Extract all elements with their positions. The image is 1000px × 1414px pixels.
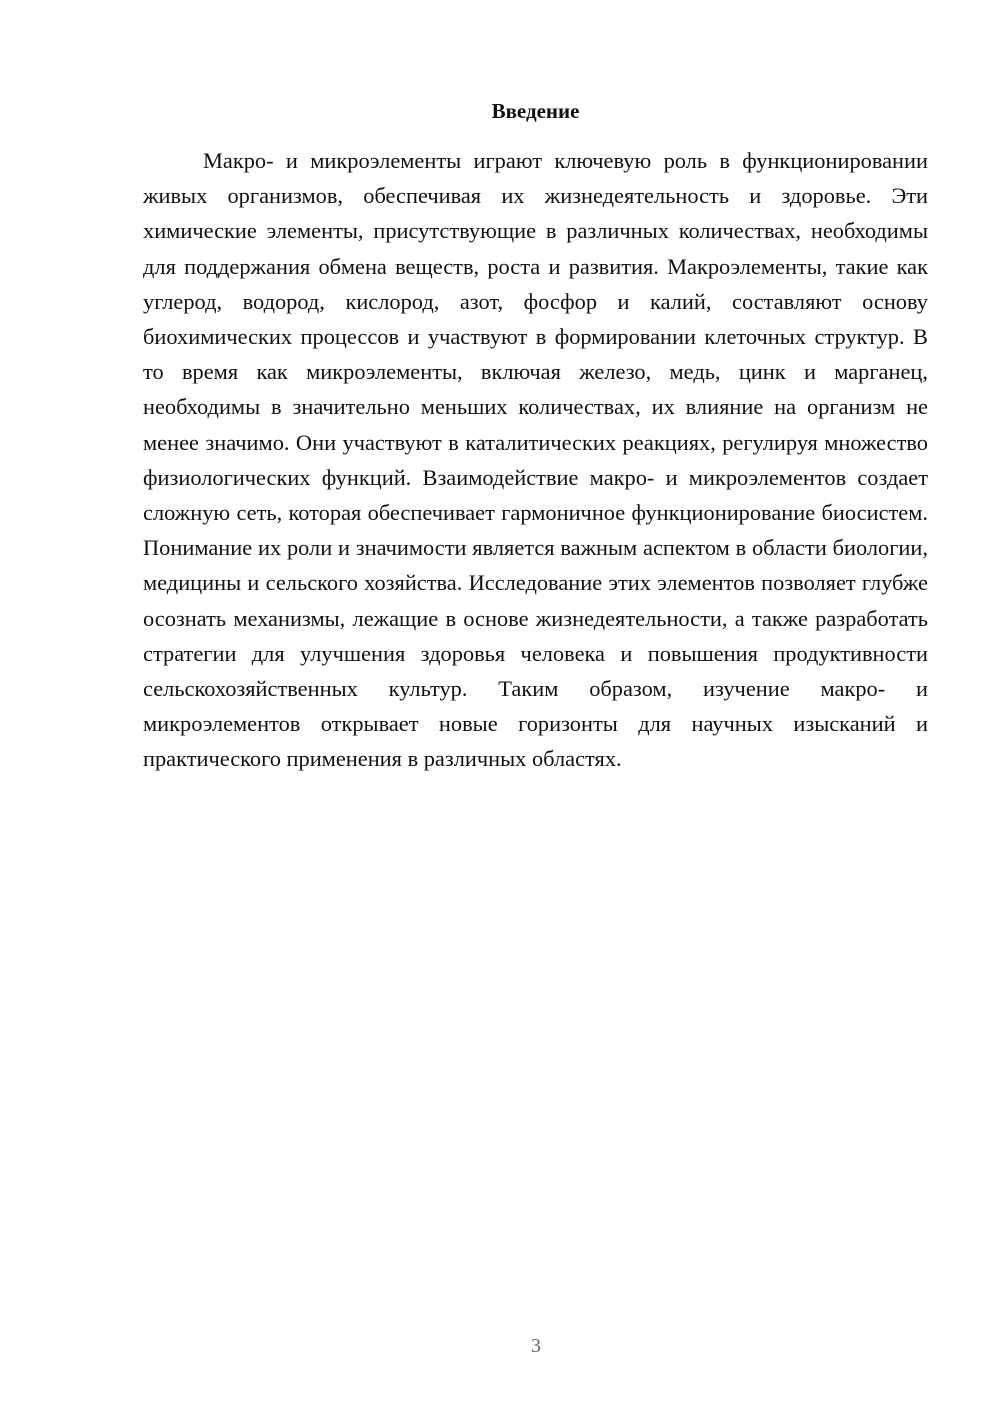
intro-paragraph: Макро- и микроэлементы играют ключевую роль в функционировании живых организмов, обеспечивая их жизнедеятельность и здоровье. Эти химические элементы, присутствующие в различных количествах, необходимы для поддержания обмена веществ, роста и развития. Макроэлементы, такие как углерод, водород, кислород, азот, фосфор и калий, составляют основу биохимических процессов и участвуют в формировании клеточных структур. В то время как микроэлементы, включая железо, медь, цинк и марганец, необходимы в значительно меньших количествах, их влияние на организм не менее значимо. Они участвуют в каталитических реакциях, регулируя множество физиологических функций. Взаимодействие макро- и микроэлементов создает сложную сеть, которая обеспечивает гармоничное функционирование биосистем. Понимание их роли и значимости является важным аспектом в области биологии, медицины и сельского хозяйства. Исследование этих элементов позволяет глубже осознать механизмы, лежащие в основе жизнедеятельности, а также разработать стратегии для улучшения здоровья человека и повышения продуктивности сельскохозяйственных культур. Таким образом, изучение макро- и микроэлементов открывает новые горизонты для научных изысканий и практического применения в различных областях. xyxy=(143,148,928,772)
section-heading: Введение xyxy=(491,99,580,123)
page-number: 3 xyxy=(531,1335,541,1357)
